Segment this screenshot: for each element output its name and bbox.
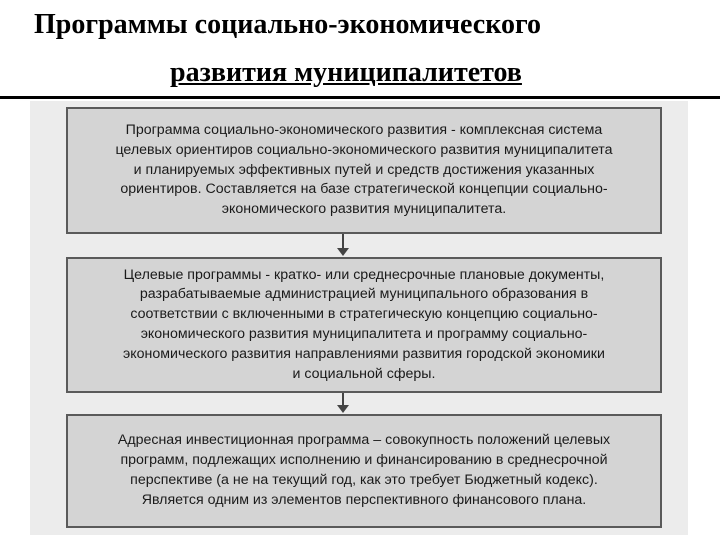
slide-title-line-1: Программы социально-экономического (34, 9, 541, 40)
program-definition-box (66, 107, 662, 234)
title-divider (0, 96, 720, 99)
down-arrow-icon (335, 234, 351, 257)
box-line: Целевые программы - кратко- или среднесрочные плановые документы, (123, 266, 605, 283)
box-line: целевых ориентиров социально-экономического развития муниципалитета (115, 141, 613, 158)
box-line: перспективе (а не на текущий год, как это требует Бюджетный кодекс). (130, 472, 598, 488)
box-line: Адресная инвестиционная программа – совокупность положений целевых (117, 432, 611, 449)
box-line: соответствии с включенными в стратегическую концепцию социально- (130, 306, 598, 323)
box-line: программ, подлежащих исполнению и финансированию в среднесрочной (120, 452, 608, 469)
box-line: экономического развития муниципалитета. (221, 201, 507, 218)
box-line: Является одним из элементов перспективного финансового плана. (141, 491, 587, 508)
target-programs-box (66, 257, 662, 393)
box-line: и планируемых эффективных путей и средств достижения указанных (133, 161, 595, 178)
box-line: ориентиров. Составляется на базе стратегической концепции социально- (120, 181, 608, 198)
down-arrow-icon (335, 393, 351, 414)
box-line: разрабатываемые администрацией муниципального образования в (139, 286, 589, 303)
box-line: Программа социально-экономического развития - комплексная система (125, 122, 603, 138)
box-line: экономического развития муниципалитета и программу социально- (140, 326, 588, 342)
slide-title-line-2: развития муниципалитетов (170, 57, 522, 88)
box-line: экономического развития направлениями развития городской экономики (123, 345, 605, 362)
box-line: и социальной сферы. (292, 365, 436, 382)
investment-program-box (66, 414, 662, 528)
